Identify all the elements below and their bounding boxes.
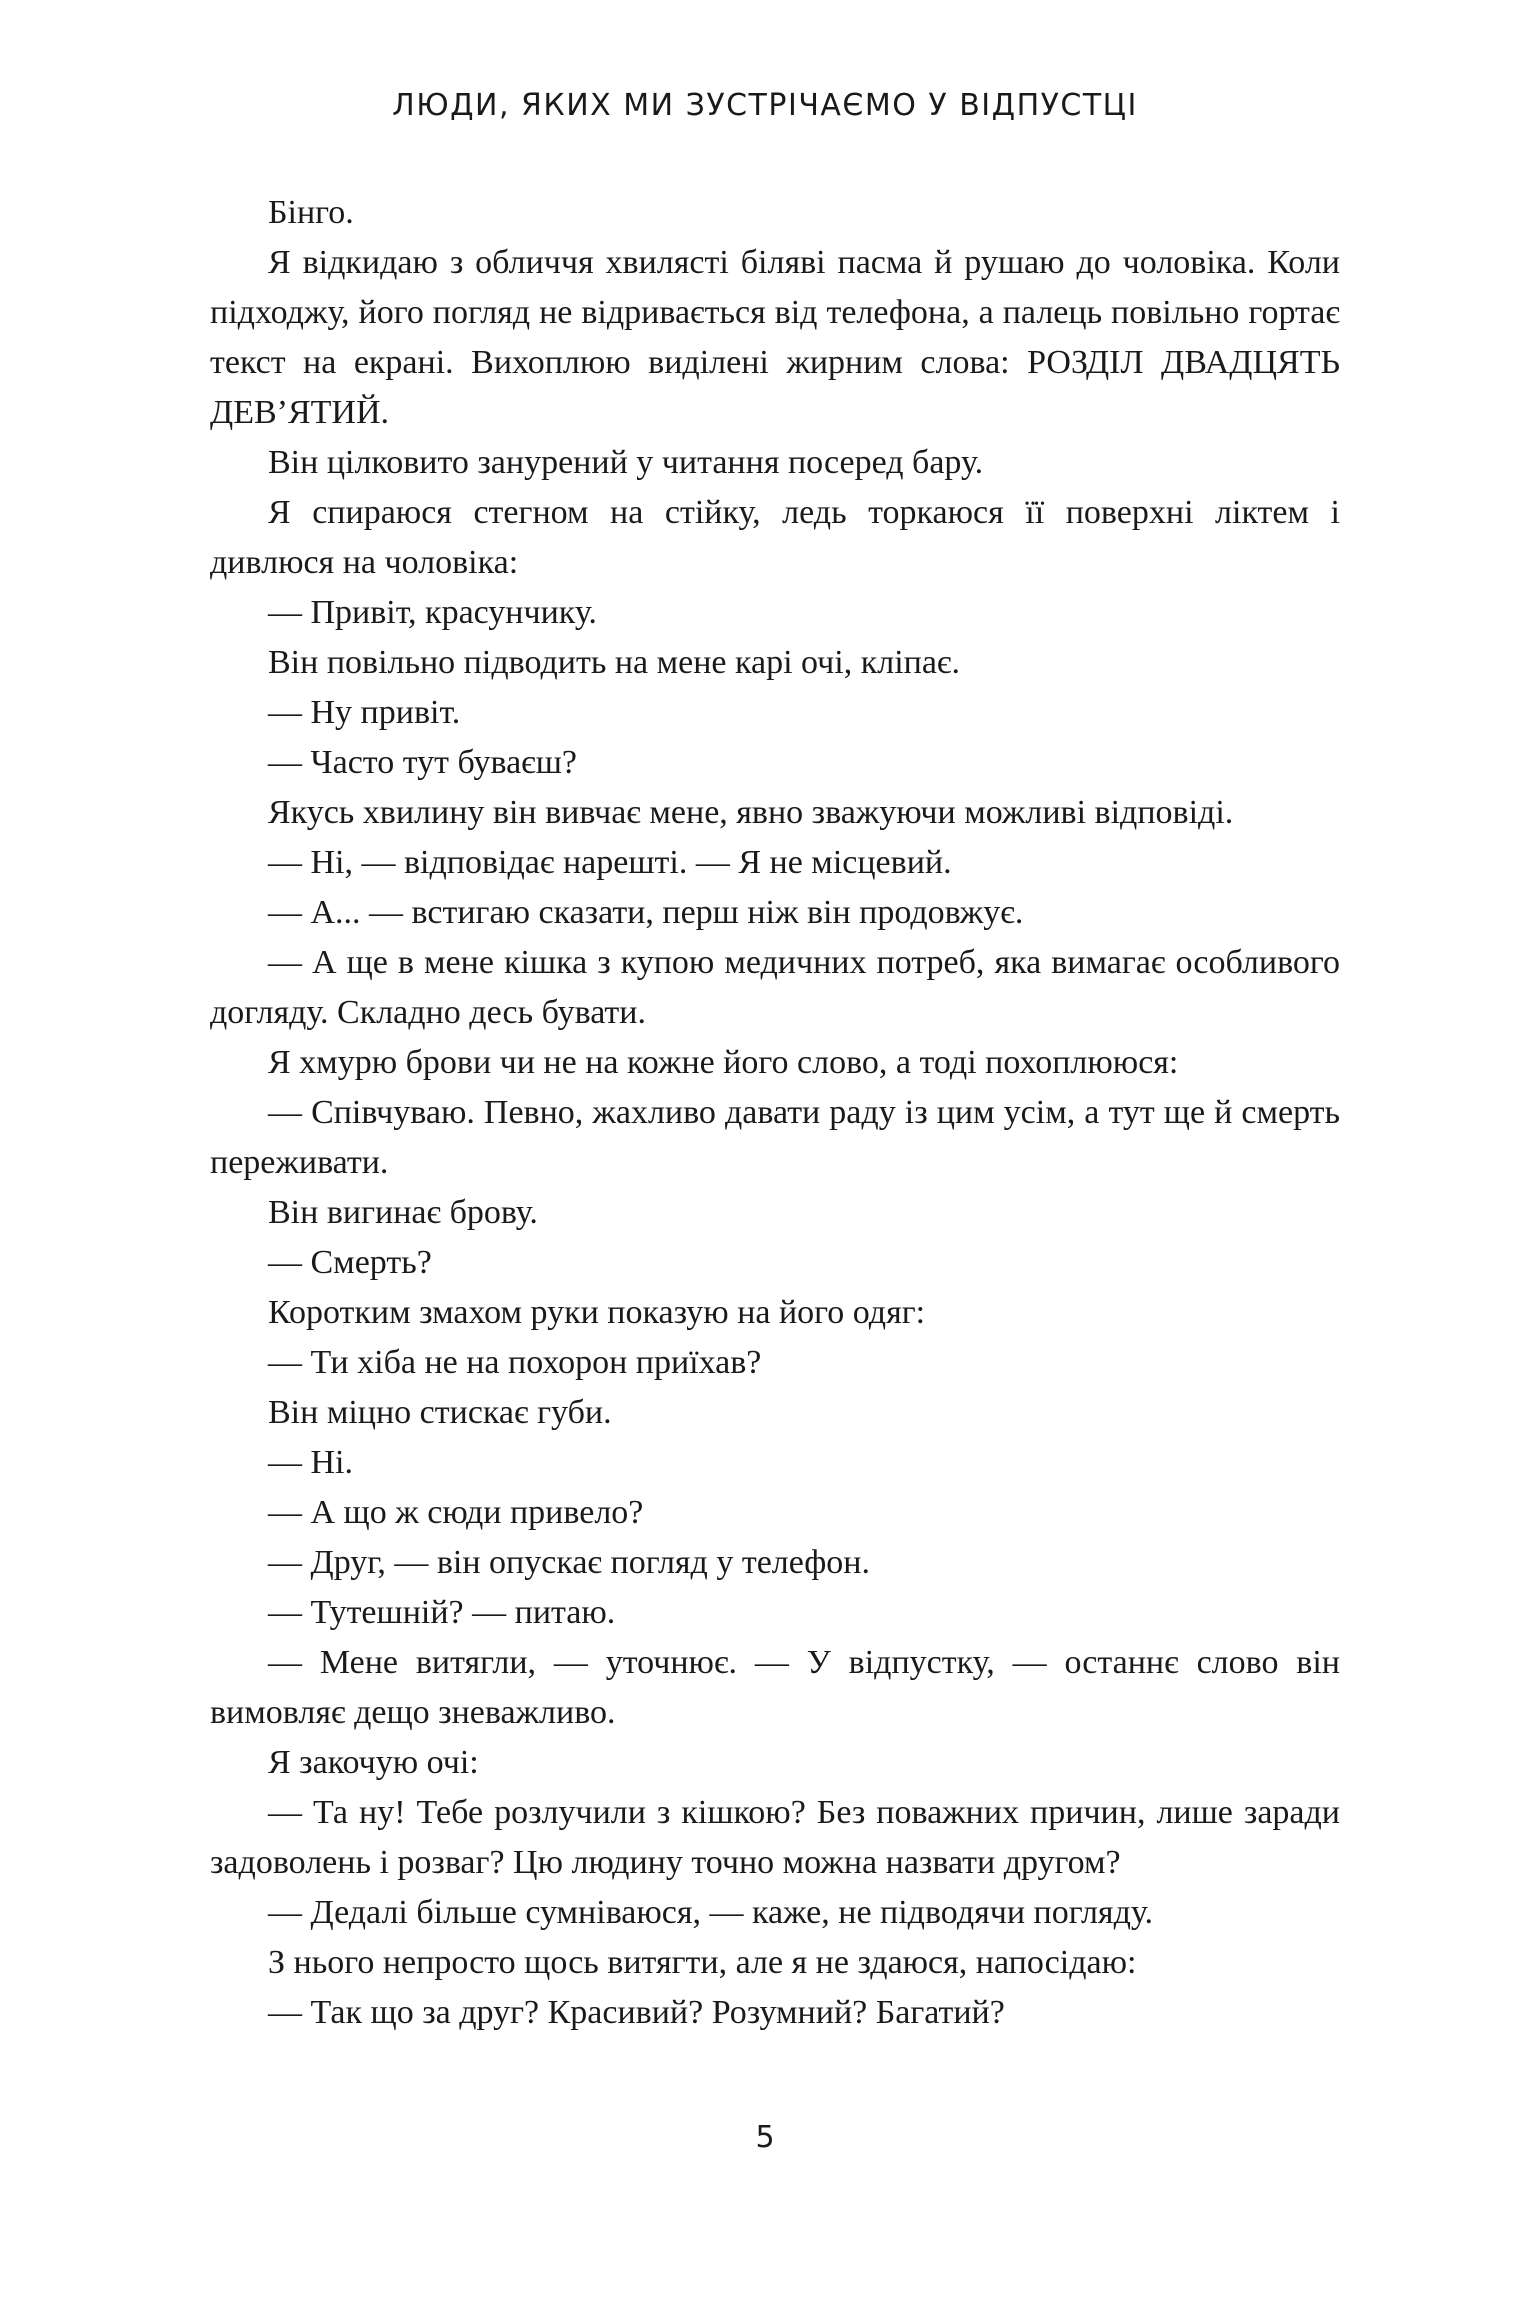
paragraph: Він вигинає брову. (268, 1194, 538, 1231)
paragraph: Якусь хвилину він вивчає мене, явно зважуючи можливі відповіді. (268, 794, 1234, 831)
paragraph: Він міцно стискає губи. (268, 1394, 612, 1431)
paragraph: — Привіт, красунчику. (268, 594, 597, 631)
paragraph: Він цілковито занурений у читання посеред бару. (268, 444, 984, 481)
paragraph: — Ні. (268, 1444, 353, 1481)
paragraph: — Ну привіт. (268, 694, 461, 731)
paragraph: — Ні, — відповідає нарешті. — Я не місцевий. (268, 844, 952, 881)
paragraph: — А... — встигаю сказати, перш ніж він продовжує. (268, 894, 1024, 931)
paragraph: Я відкидаю з обличчя хвилясті біляві пасма й рушаю до чоловіка. Коли підходжу, його погляд не відривається від телефона, а палець повільно гортає текст на екрані. Вихоплюю виділені жирним слова: РОЗДІЛ ДВАДЦЯТЬ ДЕВ’ЯТИЙ. (210, 244, 1340, 431)
paragraph: — Співчуваю. Певно, жахливо давати раду із цим усім, а тут ще й смерть переживати. (210, 1094, 1340, 1181)
paragraph: З нього непросто щось витягти, але я не здаюся, напосідаю: (268, 1944, 1137, 1981)
page-number: 5 (755, 2120, 775, 2155)
paragraph: Я спираюся стегном на стійку, ледь торкаюся її поверхні ліктем і дивлюся на чоловіка: (210, 494, 1340, 581)
paragraph: Я хмурю брови чи не на кожне його слово, а тоді похоплююся: (268, 1044, 1179, 1081)
paragraph: Коротким змахом руки показую на його одяг: (268, 1294, 926, 1331)
paragraph: — Так що за друг? Красивий? Розумний? Багатий? (268, 1994, 1005, 2031)
paragraph: — Смерть? (268, 1244, 432, 1281)
paragraph: — Мене витягли, — уточнює. — У відпустку, — останнє слово він вимовляє дещо зневажливо. (210, 1644, 1340, 1731)
running-title: ЛЮДИ, ЯКИХ МИ ЗУСТРІЧАЄМО У ВІДПУСТЦІ (392, 88, 1138, 123)
paragraph: — Часто тут буваєш? (268, 744, 578, 781)
paragraph: — Дедалі більше сумніваюся, — каже, не підводячи погляду. (268, 1894, 1153, 1931)
paragraph: — Тутешній? — питаю. (268, 1594, 616, 1631)
paragraph: — А що ж сюди привело? (268, 1494, 644, 1531)
paragraph: — Ти хіба не на похорон приїхав? (268, 1344, 762, 1381)
paragraph: Він повільно підводить на мене карі очі, кліпає. (268, 644, 961, 681)
page-body (210, 188, 1340, 2038)
paragraph: Бінго. (268, 194, 354, 231)
paragraph: — Та ну! Тебе розлучили з кішкою? Без поважних причин, лише заради задоволень і розваг? Цю людину точно можна назвати другом? (210, 1794, 1340, 1881)
paragraph: — А ще в мене кішка з купою медичних потреб, яка вимагає особливого догляду. Складно десь бувати. (210, 944, 1340, 1031)
paragraph: — Друг, — він опускає погляд у телефон. (268, 1544, 870, 1581)
paragraph: Я закочую очі: (268, 1744, 479, 1781)
